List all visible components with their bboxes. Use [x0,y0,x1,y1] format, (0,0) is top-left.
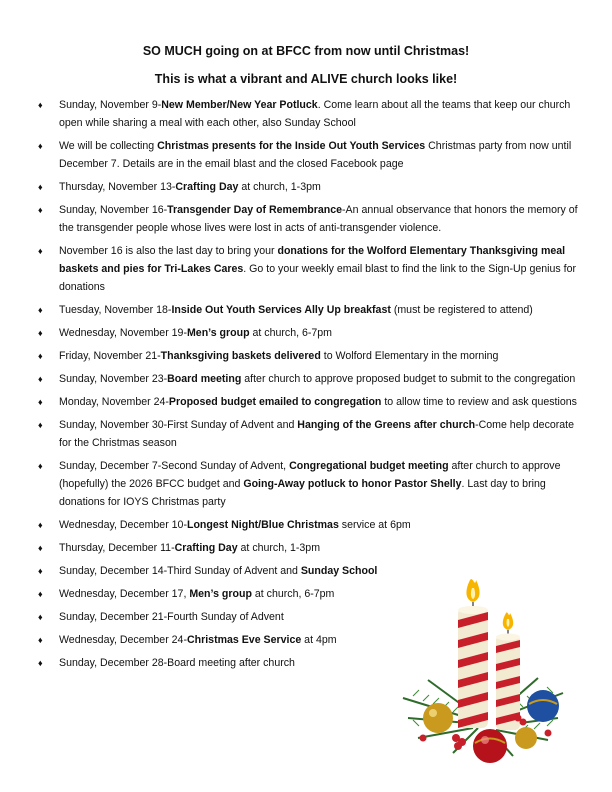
diamond-bullet-icon: ♦ [38,246,43,256]
event-text: Wednesday, December 10- [59,519,187,531]
event-item [38,347,578,365]
event-text: (must be registered to attend) [390,304,533,316]
short-candle [496,612,520,730]
event-text: Sunday, November 23- [59,373,168,385]
event-text: . Last day to bring donations for IOYS Christmas party [59,478,546,508]
event-item [38,137,578,173]
event-text: after church to approve (hopefully) the 2026 BFCC budget and [59,460,561,490]
event-text: . Come learn about all the teams that keep our church open while sharing a meal with each other, also Sunday School [59,99,571,129]
event-text: Thursday, November 13- [59,181,176,193]
christmas-candles-illustration [398,568,568,768]
event-text: Sunday, November 16- [59,204,168,216]
event-text: to Wolford Elementary in the morning [320,350,499,362]
diamond-bullet-icon: ♦ [38,141,43,151]
event-item [38,516,578,534]
event-text: service at 6pm [338,519,411,531]
page-title: SO MUCH going on at BFCC from now until Christmas! [142,44,470,58]
event-item [38,608,389,626]
blue-ornament [527,690,559,722]
diamond-bullet-icon: ♦ [38,397,43,407]
diamond-bullet-icon: ♦ [38,420,43,430]
event-text: Sunday, December 14-Third Sunday of Advent and [59,565,301,577]
event-text: We will be collecting [59,140,158,152]
small-gold-ornament [515,727,537,749]
event-item [38,96,578,132]
event-text: . Go to your weekly email blast to find the link to the Sign-Up genius for donations [59,263,576,293]
event-item [38,242,578,296]
event-item [38,301,578,319]
event-item [38,201,578,237]
event-text: Thursday, December 11- [59,542,175,554]
event-highlight: Crafting Day [175,181,239,193]
event-highlight: Christmas presents for the Inside Out Youth Services [157,140,426,152]
event-text: Sunday, December 7-Second Sunday of Advent, [59,460,290,472]
event-highlight: Sunday School [300,565,378,577]
event-text: -An annual observance that honors the memory of the transgender people whose lives were lost in acts of anti-transgender violence. [59,204,578,234]
gold-ornament [423,703,453,733]
event-text: Wednesday, December 24- [59,634,187,646]
event-text: Sunday, December 28-Board meeting after church [59,657,295,669]
event-item [38,393,578,411]
diamond-bullet-icon: ♦ [38,520,43,530]
event-text: Friday, November 21- [59,350,161,362]
event-text: at 4pm [301,634,337,646]
event-highlight: New Member/New Year Potluck [161,99,318,111]
diamond-bullet-icon: ♦ [38,100,43,110]
event-highlight: Longest Night/Blue Christmas [186,519,339,531]
diamond-bullet-icon: ♦ [38,543,43,553]
event-highlight: Christmas Eve Service [186,634,302,646]
diamond-bullet-icon: ♦ [38,374,43,384]
event-highlight: Board meeting [167,373,242,385]
event-text: at church, 1-3pm [237,542,321,554]
diamond-bullet-icon: ♦ [38,205,43,215]
diamond-bullet-icon: ♦ [38,635,43,645]
diamond-bullet-icon: ♦ [38,351,43,361]
event-text: at church, 1-3pm [238,181,321,193]
event-text: Sunday, December 21-Fourth Sunday of Advent [59,611,284,623]
event-text: to allow time to review and ask questions [381,396,577,408]
event-text: after church to approve proposed budget to submit to the congregation [241,373,576,385]
event-highlight: Men’s group [186,327,250,339]
diamond-bullet-icon: ♦ [38,328,43,338]
red-ornament [473,729,507,763]
event-item [38,631,389,649]
event-highlight: Crafting Day [174,542,238,554]
event-highlight: Congregational budget meeting [289,460,449,472]
event-highlight: donations for the Wolford Elementary Thanksgiving meal baskets and pies for Tri-Lakes Cares [59,245,566,275]
event-highlight: Transgender Day of Remembrance [167,204,343,216]
event-highlight: Going-Away potluck to honor Pastor Shelly [243,478,462,490]
event-item [38,457,578,511]
event-text: Sunday, November 9- [59,99,162,111]
event-highlight: Proposed budget emailed to congregation [168,396,382,408]
diamond-bullet-icon: ♦ [38,182,43,192]
event-item [38,416,578,452]
event-text: Monday, November 24- [59,396,169,408]
diamond-bullet-icon: ♦ [38,589,43,599]
event-item [38,324,578,342]
diamond-bullet-icon: ♦ [38,461,43,471]
diamond-bullet-icon: ♦ [38,566,43,576]
event-text: at church, 6-7pm [251,588,335,600]
event-text: Wednesday, November 19- [59,327,187,339]
event-highlight: Hanging of the Greens after church [297,419,476,431]
event-text: Wednesday, December 17, [59,588,190,600]
event-text: Tuesday, November 18- [59,304,172,316]
event-highlight: Inside Out Youth Services Ally Up breakfast [171,304,391,316]
event-text: Christmas party from now until December 7. Details are in the email blast and the closed Facebook page [59,140,572,170]
event-text: November 16 is also the last day to bring your [59,245,278,257]
page-subtitle: This is what a vibrant and ALIVE church looks like! [154,72,458,86]
event-item [38,370,578,388]
diamond-bullet-icon: ♦ [38,658,43,668]
event-item [38,539,578,557]
event-text: at church, 6-7pm [249,327,333,339]
diamond-bullet-icon: ♦ [38,305,43,315]
event-text: -Come help decorate for the Christmas season [59,419,575,449]
diamond-bullet-icon: ♦ [38,612,43,622]
event-item [38,654,389,672]
event-text: Sunday, November 30-First Sunday of Advent and [59,419,298,431]
event-item [38,178,578,196]
tall-candle [458,579,488,728]
event-highlight: Men’s group [189,588,252,600]
event-highlight: Thanksgiving baskets delivered [160,350,321,362]
